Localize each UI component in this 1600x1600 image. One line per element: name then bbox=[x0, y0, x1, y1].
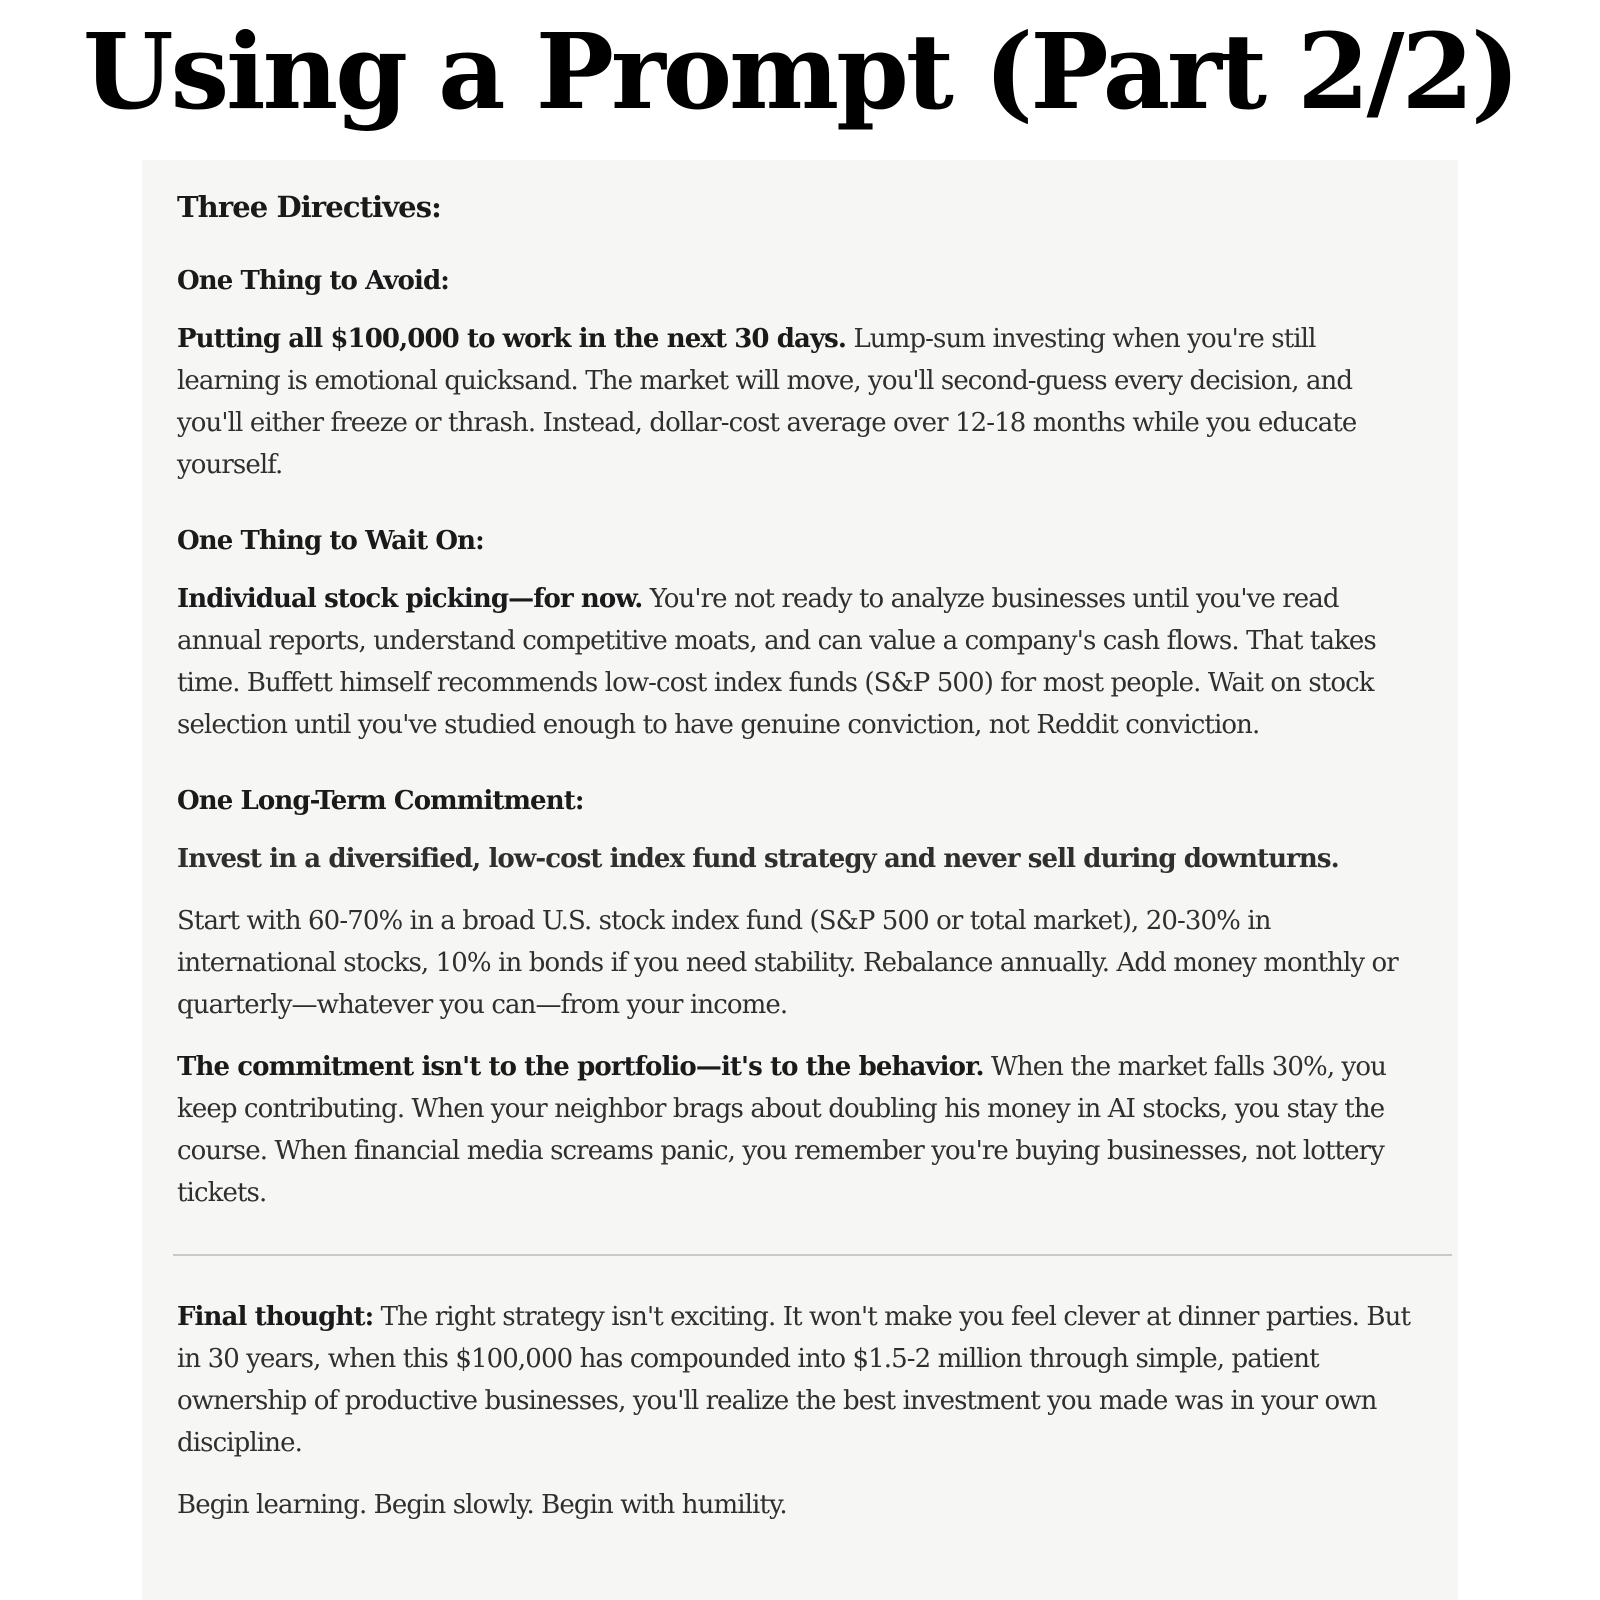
directives-heading: Three Directives: bbox=[177, 190, 441, 224]
avoid-lead: Putting all $100,000 to work in the next 30 days. bbox=[177, 324, 847, 354]
avoid-paragraph bbox=[177, 318, 1422, 486]
final-body: The right strategy isn't exciting. It won't make you feel clever at dinner parties. But in 30 years, when this $100,000 has compounded into $1.5-2 million through simple, patient ownership of productive businesses, you'll realize the best investment you made was in your own discipline. bbox=[177, 1302, 1410, 1458]
final-paragraph bbox=[177, 1296, 1422, 1464]
wait-lead: Individual stock picking—for now. bbox=[177, 584, 643, 614]
commit-lead: Invest in a diversified, low-cost index fund strategy and never sell during downturns. bbox=[177, 844, 1339, 874]
avoid-heading: One Thing to Avoid: bbox=[177, 266, 449, 296]
commit-heading: One Long-Term Commitment: bbox=[177, 786, 584, 816]
behavior-paragraph bbox=[177, 1046, 1422, 1214]
wait-heading: One Thing to Wait On: bbox=[177, 526, 484, 556]
avoid-body: Lump-sum investing when you're still learning is emotional quicksand. The market will move, you'll second-guess every decision, and you'll either freeze or thrash. Instead, dollar-cost average over 12-18 months while you educate yourself. bbox=[177, 324, 1357, 480]
behavior-lead: The commitment isn't to the portfolio—it's to the behavior. bbox=[177, 1052, 984, 1082]
response-panel bbox=[142, 160, 1458, 1600]
wait-paragraph bbox=[177, 578, 1422, 746]
section-divider bbox=[173, 1254, 1452, 1256]
final-lead: Final thought: bbox=[177, 1302, 374, 1332]
page-title: Using a Prompt (Part 2/2) bbox=[82, 10, 1518, 133]
wait-body: You're not ready to analyze businesses until you've read annual reports, understand competitive moats, and can value a company's cash flows. That takes time. Buffett himself recommends low-cost index funds (S&P 500) for most people. Wait on stock selection until you've studied enough to have genuine conviction, not Reddit conviction. bbox=[177, 584, 1376, 740]
behavior-body: When the market falls 30%, you keep contributing. When your neighbor brags about doubling his money in AI stocks, you stay the course. When financial media screams panic, you remember you're buying businesses, not lottery tickets. bbox=[177, 1052, 1386, 1208]
allocation-paragraph: Start with 60-70% in a broad U.S. stock index fund (S&P 500 or total market), 20-30% in international stocks, 10% in bonds if you need stability. Rebalance annually. Add money monthly or quarterly—whatever you can—from your income. bbox=[177, 906, 1398, 1020]
closing-line: Begin learning. Begin slowly. Begin with humility. bbox=[177, 1490, 787, 1520]
